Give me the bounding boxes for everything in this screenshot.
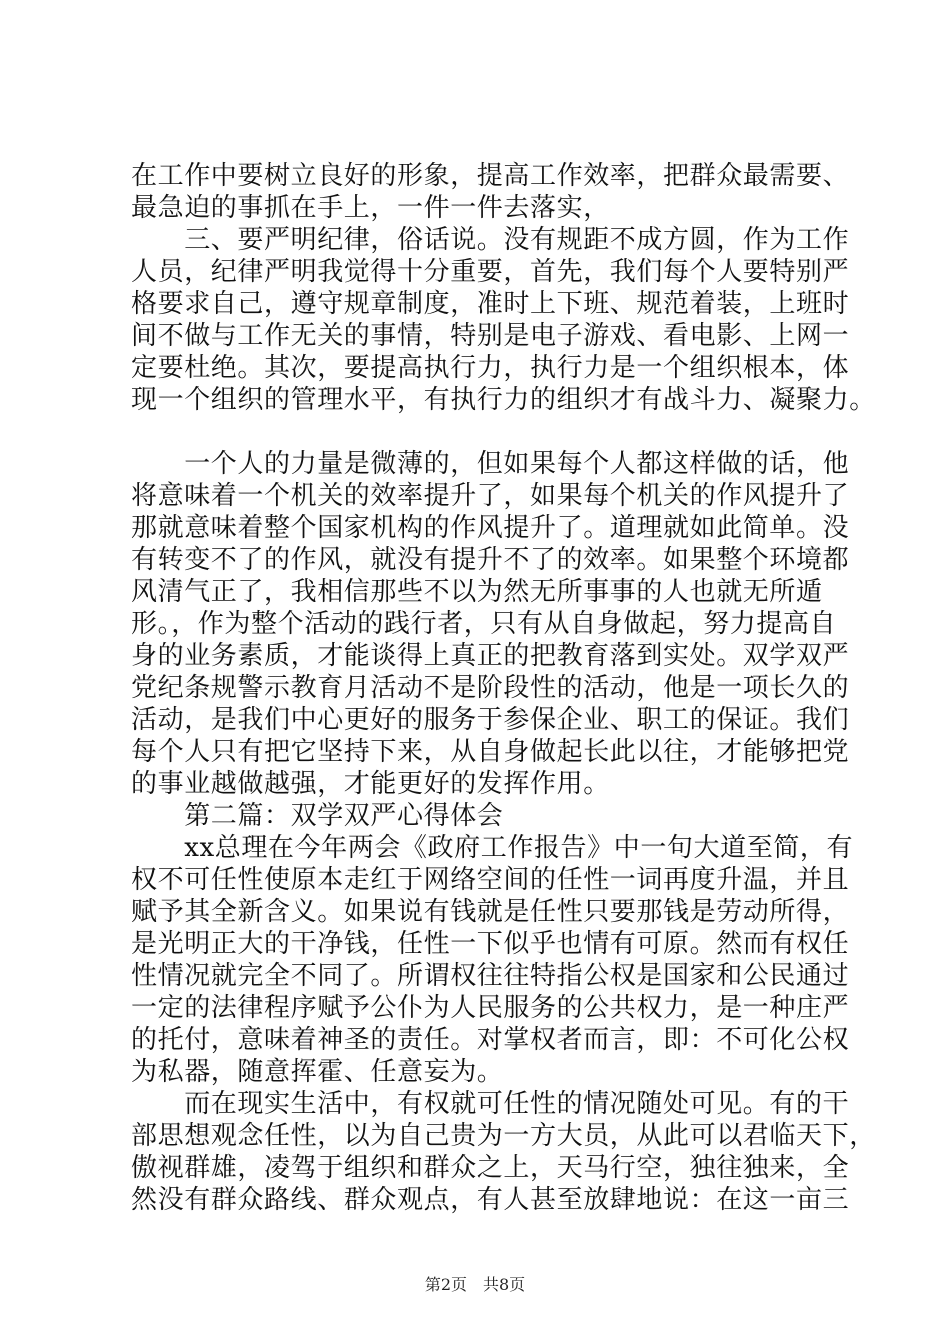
text-line: 而在现实生活中，有权就可任性的情况随处可见。有的干 (131, 1089, 850, 1119)
text-line: 党纪条规警示教育月活动不是阶段性的活动，他是一项长久的 (131, 673, 850, 703)
text-line: 权不可任性使原本走红于网络空间的任性一词再度升温，并且 (131, 865, 850, 895)
text-line: 的托付，意味着神圣的责任。对掌权者而言，即：不可化公权 (131, 1025, 850, 1055)
text-line: 格要求自己，遵守规章制度，准时上下班、规范着装，上班时 (131, 289, 850, 319)
text-line: 部思想观念任性，以为自己贵为一方大员，从此可以君临天下， (131, 1121, 876, 1151)
section-heading: 第二篇：双学双严心得体会 (131, 801, 504, 831)
text-line: 身的业务素质，才能谈得上真正的把教育落到实处。双学双严 (131, 641, 850, 671)
text-line: 活动，是我们中心更好的服务于参保企业、职工的保证。我们 (131, 705, 850, 735)
text-line: 将意味着一个机关的效率提升了，如果每个机关的作风提升了 (131, 481, 850, 511)
text-line: 间不做与工作无关的事情，特别是电子游戏、看电影、上网一 (131, 321, 850, 351)
text-line: 风清气正了，我相信那些不以为然无所事事的人也就无所遁 (131, 577, 823, 607)
paragraph-gap (131, 416, 821, 448)
text-line: 然没有群众路线、群众观点，有人甚至放肆地说：在这一亩三 (131, 1185, 850, 1215)
page-number-footer: 第2页 共8页 (424, 1275, 526, 1294)
text-line: 每个人只有把它坚持下来，从自身做起长此以往，才能够把党 (131, 737, 850, 767)
text-line: 三、要严明纪律，俗话说。没有规距不成方圆，作为工作 (131, 225, 850, 255)
text-line: 在工作中要树立良好的形象，提高工作效率，把群众最需要、 (131, 161, 850, 191)
text-line: 定要杜绝。其次，要提高执行力，执行力是一个组织根本，体 (131, 353, 850, 383)
text-line: 性情况就完全不同了。所谓权往往特指公权是国家和公民通过 (131, 961, 850, 991)
text-line: 赋予其全新含义。如果说有钱就是任性只要那钱是劳动所得， (131, 897, 850, 927)
text-line: 的事业越做越强，才能更好的发挥作用。 (131, 769, 610, 799)
text-line: 那就意味着整个国家机构的作风提升了。道理就如此简单。没 (131, 513, 850, 543)
text-line: 一个人的力量是微薄的，但如果每个人都这样做的话，他 (131, 449, 850, 479)
text-line: 是光明正大的干净钱，任性一下似乎也情有可原。然而有权任 (131, 929, 850, 959)
text-line: 现一个组织的管理水平，有执行力的组织才有战斗力、凝聚力。 (131, 385, 876, 415)
text-line: 最急迫的事抓在手上，一件一件去落实， (131, 193, 610, 223)
text-line: 一定的法律程序赋予公仆为人民服务的公共权力，是一种庄严 (131, 993, 850, 1023)
text-line: 有转变不了的作风，就没有提升不了的效率。如果整个环境都 (131, 545, 850, 575)
text-line: 为私器，随意挥霍、任意妄为。 (131, 1057, 504, 1087)
text-line: 形。，作为整个活动的践行者，只有从自身做起，努力提高自 (131, 609, 837, 639)
text-line: xx总理在今年两会《政府工作报告》中一句大道至简，有 (131, 833, 854, 863)
document-body (131, 160, 876, 1216)
text-line: 人员，纪律严明我觉得十分重要，首先，我们每个人要特别严 (131, 257, 850, 287)
text-line: 傲视群雄，凌驾于组织和群众之上，天马行空，独往独来，全 (131, 1153, 850, 1183)
